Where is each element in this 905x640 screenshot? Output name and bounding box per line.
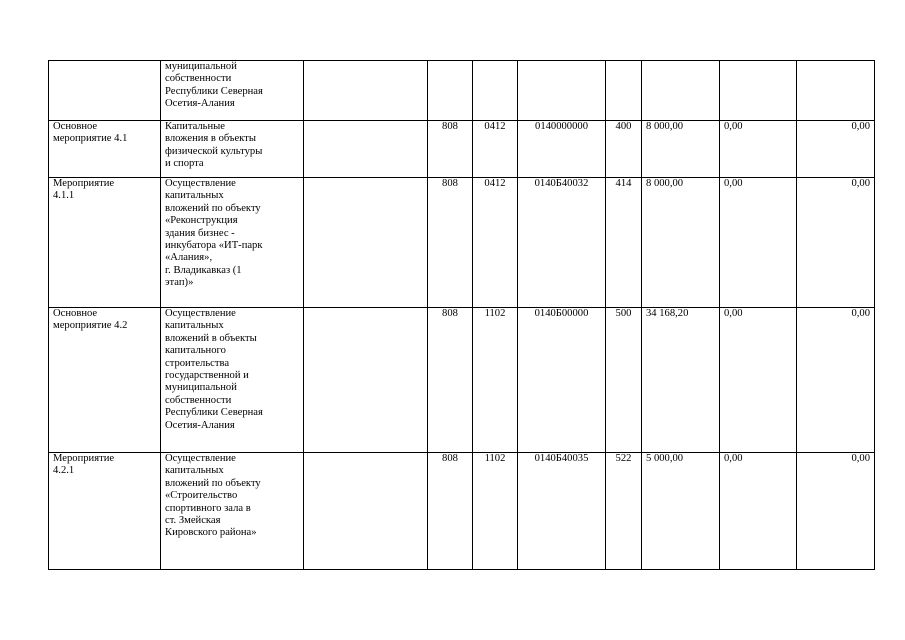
event-description-cell: Осуществление капитальных вложений в объекты капитального строительства государственной и муниципальной собственности Республики Северная Осетия-Алания — [161, 308, 304, 453]
expense-type-cell: 522 — [606, 453, 642, 570]
expense-type-cell — [606, 61, 642, 121]
event-label-cell — [49, 61, 161, 121]
target-article-cell: 0140Б40032 — [518, 178, 606, 308]
amount-year3-cell: 0,00 — [797, 121, 875, 178]
empty-cell — [304, 121, 428, 178]
amount-year3-cell: 0,00 — [797, 308, 875, 453]
table-row — [49, 308, 875, 453]
event-label-cell: Основное мероприятие 4.1 — [49, 121, 161, 178]
event-label-cell: Мероприятие 4.1.1 — [49, 178, 161, 308]
event-label-cell: Основное мероприятие 4.2 — [49, 308, 161, 453]
grbs-code-cell: 808 — [428, 121, 473, 178]
section-code-cell — [473, 61, 518, 121]
section-code-cell: 1102 — [473, 308, 518, 453]
section-code-cell: 1102 — [473, 453, 518, 570]
empty-cell — [304, 308, 428, 453]
amount-year2-cell: 0,00 — [720, 178, 797, 308]
amount-year2-cell — [720, 61, 797, 121]
amount-year1-cell: 34 168,20 — [642, 308, 720, 453]
event-description-cell: Осуществление капитальных вложений по объекту «Реконструкция здания бизнес - инкубатора «ИТ-парк «Алания», г. Владикавказ (1 этап)» — [161, 178, 304, 308]
grbs-code-cell: 808 — [428, 453, 473, 570]
event-description-cell: Осуществление капитальных вложений по объекту «Строительство спортивного зала в ст. Змейская Кировского района» — [161, 453, 304, 570]
event-label-cell: Мероприятие 4.2.1 — [49, 453, 161, 570]
target-article-cell: 0140Б00000 — [518, 308, 606, 453]
empty-cell — [304, 453, 428, 570]
amount-year2-cell: 0,00 — [720, 308, 797, 453]
grbs-code-cell — [428, 61, 473, 121]
expense-type-cell: 414 — [606, 178, 642, 308]
amount-year1-cell: 8 000,00 — [642, 178, 720, 308]
table-row — [49, 453, 875, 570]
amount-year1-cell: 5 000,00 — [642, 453, 720, 570]
table-row — [49, 178, 875, 308]
section-code-cell: 0412 — [473, 121, 518, 178]
amount-year3-cell: 0,00 — [797, 178, 875, 308]
amount-year1-cell: 8 000,00 — [642, 121, 720, 178]
event-description-cell: Капитальные вложения в объекты физической культуры и спорта — [161, 121, 304, 178]
amount-year1-cell — [642, 61, 720, 121]
amount-year3-cell: 0,00 — [797, 453, 875, 570]
table-row — [49, 121, 875, 178]
event-description-cell: муниципальной собственности Республики Северная Осетия-Алания — [161, 61, 304, 121]
table-row — [49, 61, 875, 121]
amount-year2-cell: 0,00 — [720, 453, 797, 570]
empty-cell — [304, 178, 428, 308]
expense-type-cell: 500 — [606, 308, 642, 453]
amount-year3-cell — [797, 61, 875, 121]
target-article-cell — [518, 61, 606, 121]
grbs-code-cell: 808 — [428, 178, 473, 308]
target-article-cell: 0140Б40035 — [518, 453, 606, 570]
grbs-code-cell: 808 — [428, 308, 473, 453]
empty-cell — [304, 61, 428, 121]
target-article-cell: 0140000000 — [518, 121, 606, 178]
budget-table — [48, 60, 875, 570]
amount-year2-cell: 0,00 — [720, 121, 797, 178]
expense-type-cell: 400 — [606, 121, 642, 178]
section-code-cell: 0412 — [473, 178, 518, 308]
